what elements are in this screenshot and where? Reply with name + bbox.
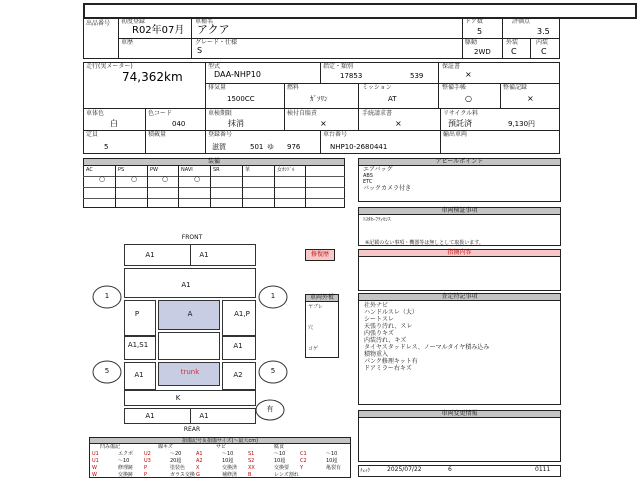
front-bumper-right-damage: A1 bbox=[199, 251, 209, 259]
color-value: 白 bbox=[110, 119, 118, 128]
inspection-value: 抹消 bbox=[228, 119, 244, 128]
regno-pref: 滋賀 bbox=[212, 143, 226, 151]
front-left-fender-damage: P bbox=[134, 310, 140, 318]
capacity-label: 定員 bbox=[86, 131, 99, 138]
trunk-lid-damage: K bbox=[175, 394, 181, 402]
legend-cell: B bbox=[248, 472, 252, 478]
first-reg-label: 初度登録 bbox=[121, 18, 146, 25]
tire-rear-right-value: 5 bbox=[270, 367, 276, 375]
score-value: 3.5 bbox=[537, 27, 550, 36]
load-label: 積載量 bbox=[148, 131, 167, 138]
chassis-label: 車台番号 bbox=[323, 131, 348, 138]
regno-label: 登録番号 bbox=[208, 131, 233, 138]
legend-header: 線キズ bbox=[158, 444, 173, 450]
trunk-label: trunk bbox=[180, 368, 200, 376]
legend-cell: 補修済 bbox=[222, 472, 238, 478]
inspection-note-title: 査定特記事項 bbox=[359, 294, 560, 301]
legend-cell: 交換済 bbox=[222, 465, 238, 471]
legend-cell: 亀裂有 bbox=[326, 465, 342, 471]
legend-cell: 塗装色 bbox=[170, 465, 186, 471]
spare-tire-value: 有 bbox=[266, 405, 274, 413]
displacement-value: 1500CC bbox=[227, 95, 255, 103]
legend-header: 腐食 bbox=[274, 444, 285, 450]
legend-cell: Y bbox=[300, 465, 304, 471]
check-date: 2025/07/22 bbox=[387, 466, 422, 473]
int-label: 内装 bbox=[536, 39, 549, 46]
recycle-status: 預託済 bbox=[448, 119, 472, 128]
legend-header: サビ bbox=[216, 444, 227, 450]
legend-cell: U1 bbox=[92, 451, 99, 457]
category-label: 指定・類別 bbox=[323, 63, 354, 70]
front-right-fender-damage: A1,P bbox=[234, 310, 250, 318]
legend-cell: G bbox=[196, 472, 200, 478]
rear-bumper-left-damage: A1 bbox=[145, 412, 155, 420]
capacity-value: 5 bbox=[104, 143, 109, 151]
rear-right-quarter-damage: A2 bbox=[233, 371, 243, 379]
equip-navi: NAVI bbox=[181, 167, 193, 173]
lot-label: 出品番号 bbox=[86, 20, 111, 27]
equip-handle: 女ｶﾝﾄﾞﾙ bbox=[277, 167, 295, 173]
deadline-label: 検付自賠責 bbox=[287, 110, 318, 117]
int-value: C bbox=[541, 47, 547, 56]
history-label: 車歴 bbox=[121, 39, 134, 46]
score-label: 評価点 bbox=[512, 18, 531, 25]
warning-title: 指摘内容 bbox=[359, 250, 560, 257]
inspection-note-line: タイヤスタッドレス、ノーマルタイヤ積み込み bbox=[364, 344, 490, 351]
panel-row-1: ヤブレ bbox=[308, 304, 323, 310]
tires bbox=[90, 280, 290, 430]
doors-value: 5 bbox=[477, 27, 483, 36]
fuel-value: ｶﾞｿﾘﾝ bbox=[310, 95, 328, 103]
legend-cell: ～10 bbox=[118, 458, 130, 464]
rear-bumper-right-damage: A1 bbox=[199, 412, 209, 420]
check-number: 0111 bbox=[535, 466, 551, 473]
appeal-line-3: ETC bbox=[363, 179, 373, 185]
drive-label: 駆動 bbox=[465, 39, 478, 46]
procedure-value: × bbox=[395, 119, 402, 128]
inspection-note-line: ハンドルスレ（大） bbox=[364, 309, 418, 316]
vehicle-note-line-2: ※記載のない事項・機器等は無しとして取扱います。 bbox=[365, 240, 484, 246]
right-door-damage: A1 bbox=[233, 342, 243, 350]
fuel-label: 燃料 bbox=[287, 84, 300, 91]
equip-pw: PW bbox=[150, 167, 158, 173]
legend-cell: エクボ bbox=[118, 451, 134, 457]
regno-kana: ゆ bbox=[267, 143, 274, 151]
equip-navi-check: ○ bbox=[194, 175, 201, 183]
legend-cell: P bbox=[144, 472, 148, 478]
legend-cell: ガラス交換 bbox=[170, 472, 195, 478]
model-label: 型式 bbox=[208, 63, 221, 70]
warranty-label: 保証書 bbox=[442, 63, 461, 70]
equip-ps-check: ○ bbox=[131, 175, 138, 183]
first-reg-value: R02年07月 bbox=[132, 25, 185, 36]
legend-cell: W bbox=[92, 472, 97, 478]
equip-pw-check: ○ bbox=[162, 175, 169, 183]
windshield-damage: A bbox=[187, 310, 193, 318]
grade-value: S bbox=[197, 46, 203, 55]
inspection-note-line: パンク修理キット有 bbox=[364, 358, 418, 365]
regno-number: 976 bbox=[287, 143, 301, 151]
appeal-line-1: エアバッグ bbox=[363, 166, 393, 173]
legend-cell: S2 bbox=[248, 458, 255, 464]
inspection-label: 車検期限 bbox=[208, 110, 233, 117]
check-code: 6 bbox=[448, 466, 452, 473]
equipment-title: 装備 bbox=[84, 159, 344, 166]
mission-value: AT bbox=[388, 95, 397, 103]
legend-cell: レンズ割れ bbox=[274, 472, 299, 478]
mileage-label: 走行(実メーター) bbox=[86, 63, 133, 70]
appeal-line-2: ABS bbox=[363, 173, 373, 179]
inspection-note-line: 内張りキズ bbox=[364, 330, 394, 337]
legend-cell: 交換要 bbox=[274, 465, 290, 471]
legend-title: 損傷記号＆損傷サイズ(～最大cm) bbox=[90, 438, 350, 444]
procedure-label: 手続請求書 bbox=[362, 110, 393, 117]
check-label: ﾁｪｯｸ bbox=[360, 468, 371, 474]
color-code-value: 040 bbox=[172, 120, 186, 128]
chassis-value: NHP10-2680441 bbox=[330, 143, 388, 151]
vehicle-note-title: 車両検証事項 bbox=[359, 208, 560, 215]
recycle-label: リサイクル料 bbox=[443, 110, 479, 117]
legend-cell: 20超 bbox=[170, 458, 182, 464]
left-door-damage: A1,S1 bbox=[127, 341, 149, 349]
equip-sr: SR bbox=[213, 167, 220, 173]
inspection-note-line: 天張り汚れ、スレ bbox=[364, 323, 413, 330]
repair-history-title: 修復歴 bbox=[310, 251, 329, 258]
legend-cell: X bbox=[196, 465, 200, 471]
inspection-note-line: 内装汚れ、キズ bbox=[364, 337, 407, 344]
legend-cell: C2 bbox=[300, 458, 307, 464]
inspection-note-line: ドアミラー右キズ bbox=[364, 365, 412, 372]
import-label: 輸出車両 bbox=[443, 131, 468, 138]
legend-cell: U2 bbox=[144, 451, 151, 457]
ext-value: C bbox=[511, 47, 517, 56]
inspection-note-line: シートスレ bbox=[364, 316, 394, 323]
recycle-amount: 9,130円 bbox=[508, 120, 536, 128]
drive-value: 2WD bbox=[474, 48, 491, 56]
mileage-value: 74,362km bbox=[122, 70, 183, 84]
equip-leather: 革 bbox=[245, 167, 251, 173]
legend-cell: P bbox=[144, 465, 148, 471]
tire-rear-left-value: 5 bbox=[104, 367, 110, 375]
legend-cell: 10超 bbox=[222, 458, 234, 464]
legend-cell: W bbox=[92, 465, 97, 471]
inspection-note-line: 社外ナビ bbox=[364, 302, 389, 309]
legend-cell: U1 bbox=[92, 458, 99, 464]
change-title: 車両変更情報 bbox=[359, 411, 560, 418]
legend-cell: ～10 bbox=[326, 451, 338, 457]
legend-cell: ～10 bbox=[274, 451, 286, 457]
car-name-label: 車種名 bbox=[195, 18, 214, 25]
grade-label: グレード・仕様 bbox=[195, 39, 238, 46]
record-value: × bbox=[527, 94, 534, 103]
regno-class: 501 bbox=[250, 143, 264, 151]
legend-cell: 修理跡 bbox=[118, 465, 134, 471]
equip-ac-check: ○ bbox=[99, 175, 106, 183]
appeal-line-4: バックカメラ付き bbox=[363, 185, 412, 192]
ext-label: 外装 bbox=[506, 39, 519, 46]
tire-front-left-value: 1 bbox=[104, 292, 110, 300]
car-name-value: アクア bbox=[197, 23, 230, 36]
deadline-value: × bbox=[320, 119, 327, 128]
inspection-note-line: 積物重入 bbox=[364, 351, 389, 358]
warranty-value: × bbox=[465, 70, 472, 79]
legend-cell: XX bbox=[248, 465, 255, 471]
category-value-2: 539 bbox=[410, 72, 424, 80]
doors-label: ドア数 bbox=[465, 18, 483, 25]
record-label: 整備記録 bbox=[503, 84, 528, 91]
legend-cell: 10超 bbox=[326, 458, 338, 464]
tire-front-right-value: 1 bbox=[270, 292, 276, 300]
equip-ps: PS bbox=[118, 167, 125, 173]
manual-label: 整備手帳 bbox=[442, 84, 467, 91]
rear-label: REAR bbox=[183, 426, 201, 433]
front-bumper-left-damage: A1 bbox=[145, 251, 155, 259]
color-code-label: 色コード bbox=[148, 110, 173, 117]
legend-cell: U3 bbox=[144, 458, 151, 464]
vehicle-note-line-1: ﾄﾖﾀｾｰﾌﾃｨｾﾝｽ bbox=[363, 217, 391, 223]
appeal-title: アピールポイント bbox=[359, 159, 560, 166]
displacement-label: 排気量 bbox=[208, 84, 227, 91]
legend-cell: 交換跡 bbox=[118, 472, 134, 478]
legend-header: 凹み傷記 bbox=[100, 444, 121, 450]
rear-left-quarter-damage: A1 bbox=[134, 371, 144, 379]
hood-damage: A1 bbox=[181, 281, 191, 289]
front-label: FRONT bbox=[181, 234, 203, 241]
legend-cell: ～20 bbox=[170, 451, 182, 457]
panel-row-2: 穴 bbox=[308, 325, 314, 331]
legend-cell: C1 bbox=[300, 451, 307, 457]
panel-row-3: コゲ bbox=[308, 346, 319, 352]
mission-label: ミッション bbox=[362, 84, 392, 91]
category-value-1: 17853 bbox=[340, 72, 363, 80]
legend-cell: A2 bbox=[196, 458, 203, 464]
model-value: DAA-NHP10 bbox=[214, 70, 261, 79]
legend-cell: 10超 bbox=[274, 458, 286, 464]
legend-cell: A1 bbox=[196, 451, 203, 457]
legend-cell: ～10 bbox=[222, 451, 234, 457]
manual-value: ○ bbox=[465, 94, 472, 103]
equip-ac: AC bbox=[86, 167, 93, 173]
exterior-panel-title: 車両外板 bbox=[306, 295, 338, 302]
color-label: 車体色 bbox=[86, 110, 105, 117]
legend-cell: S1 bbox=[248, 451, 255, 457]
